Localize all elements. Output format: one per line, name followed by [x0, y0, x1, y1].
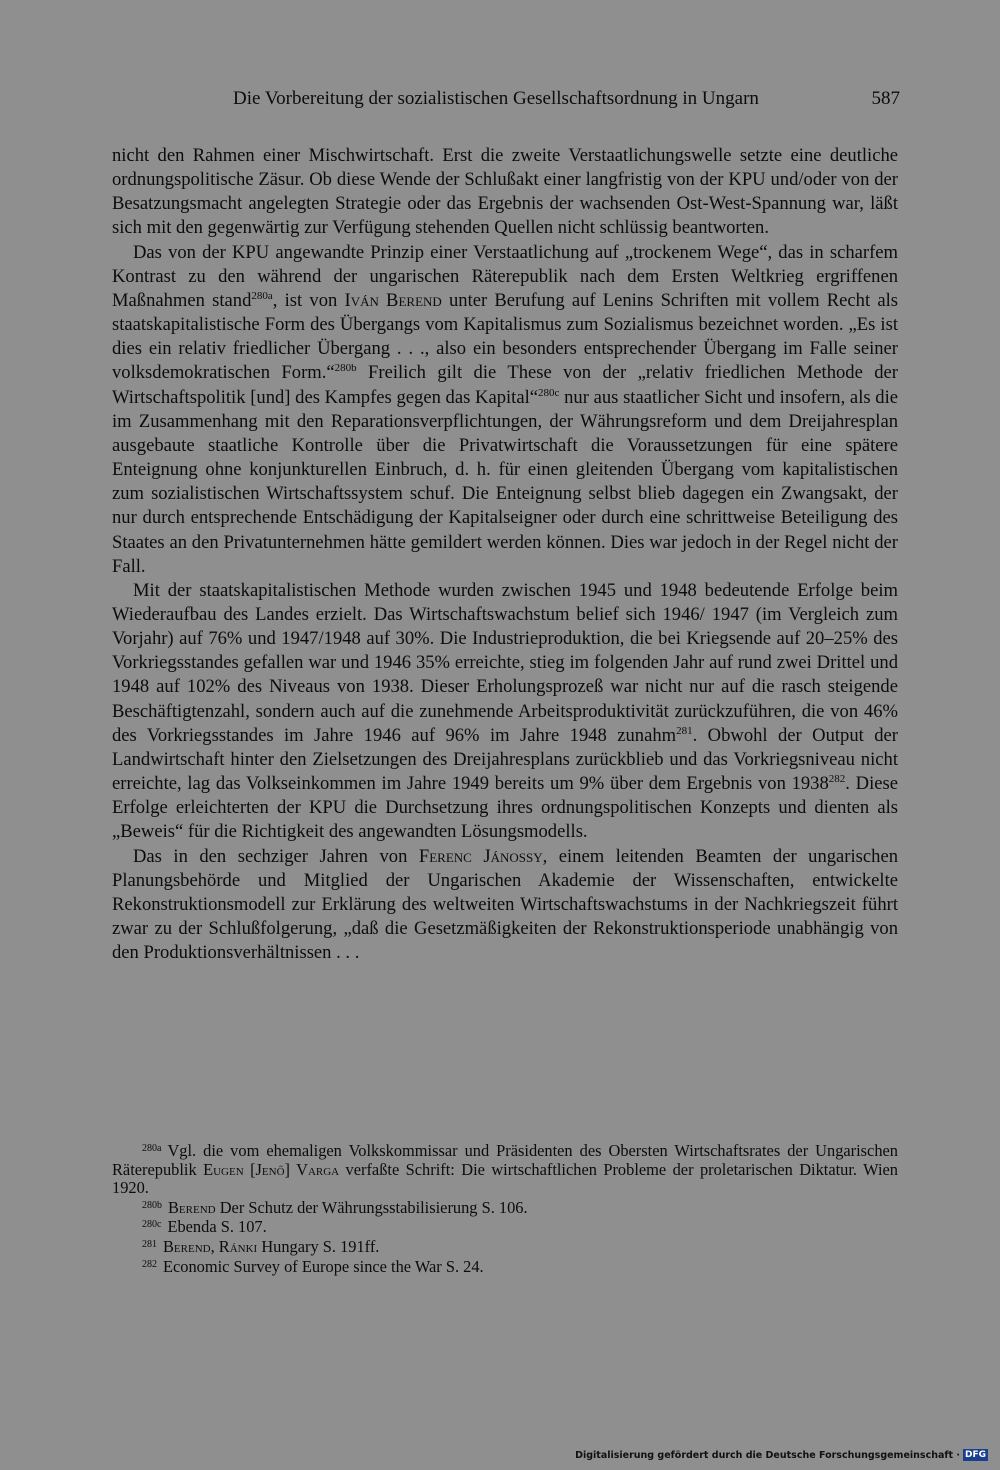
text-run: Das in den sechziger Jahren von: [133, 845, 419, 867]
author-name: Berend, Ránki: [163, 1236, 258, 1256]
running-title: Die Vorbereitung der sozialistischen Gesellschaftsordnung in Ungarn: [233, 88, 759, 109]
text-run: . Obwohl der Output der Landwirtschaft hinter den Zielsetzungen des Dreijahresplans zurückblieb und das Vorkriegsniveau nicht erreichte, lag das Volkseinkommen im Jahre 1949 bereits um 9% über dem Ergebnis von 1938: [112, 724, 898, 795]
author-name: Berend: [168, 1197, 216, 1217]
text-run: , ist von: [272, 289, 345, 311]
paragraph-4: [112, 845, 898, 966]
footnotes: [112, 1142, 898, 1277]
footnote-mark: 280a: [142, 1143, 162, 1154]
text-run: Hungary S. 191ff.: [257, 1236, 380, 1256]
text-run: unter Berufung auf Lenins Schriften mit vollem Recht als staatskapitalistische Form des Übergangs vom Kapitalismus zum Sozialismus bezeichnet worden. „Es ist dies ein relativ friedlicher Übergang . . ., also ein besonders entsprechender Übergang im Falle seiner volksdemokratischen Form.“: [112, 289, 898, 384]
author-name: Iván Berend: [344, 289, 442, 311]
footnote-ref-281: 281: [676, 724, 693, 737]
footnote-ref-280c: 280c: [538, 386, 560, 399]
footnote-mark: 282: [142, 1258, 157, 1270]
paragraph-1: nicht den Rahmen einer Mischwirtschaft. Erst die zweite Verstaatlichungswelle setzte eine deutliche ordnungspolitische Zäsur. Ob diese Wende der Schlußakt einer langfristig von der KPU und/oder von der Besatzungsmacht angelegten Strategie oder das Ergebnis der wachsenden Ost-West-Spannung war, läßt sich mit den gegenwärtig zur Verfügung stehenden Quellen nicht schlüssig beantworten.: [112, 145, 898, 239]
digitization-notice: [575, 1449, 988, 1461]
paragraph-3: [112, 579, 898, 845]
footnote-mark: 280b: [142, 1199, 162, 1211]
footnote-280a: [112, 1142, 898, 1198]
footnote-280b: [112, 1199, 898, 1218]
dfg-logo: DFG: [964, 1450, 986, 1460]
text-run: nur aus staatlicher Sicht und insofern, als die im Zusammenhang mit den Reparationsverpflichtungen, der Währungsreform und dem Dreijahresplan ausgebaute staatliche Kontrolle über die Privatwirtschaft die Voraussetzungen für eine spätere Enteignung ohne konjunkturellen Einbruch, d. h. für einen gleitenden Übergang vom kapitalistischen zum sozialistischen Wirtschaftssystem schuf. Die Enteignung selbst blieb dagegen ein Zwangsakt, der nur durch entsprechende Entschädigung der Kapitalseigner oder durch eine schrittweise Beteiligung des Staates an den Privatunternehmen hätte gemildert werden können. Dies war jedoch in der Regel nicht der Fall.: [112, 386, 898, 577]
footnote-ref-280a: 280a: [251, 289, 273, 302]
footnote-mark: 280c: [142, 1219, 162, 1231]
paragraph-2: [112, 241, 898, 579]
text-run: Das von der KPU angewandte Prinzip einer Verstaatlichung auf „trockenem Wege“, das in scharfem Kontrast zu den während der ungarischen Räterepublik nach dem Ersten Weltkrieg ergriffenen Maßnahmen stand: [112, 241, 898, 311]
footnote-ref-280b: 280b: [334, 362, 357, 375]
main-text: [112, 144, 898, 965]
text-run: , einem leitenden Beamten der ungarischen Planungsbehörde und Mitglied der Ungarischen Akademie der Wissenschaften, entwickelte Rekonstruktionsmodell zur Erklärung des weltweiten Wirtschaftswachstums in der Nachkriegszeit führt zwar zu der Schlußfolgerung, „daß die Gesetzmäßigkeiten der Rekonstruktionsperiode unabhängig von den Produktionsverhältnissen . . .: [112, 845, 899, 964]
footnote-281: [112, 1238, 898, 1257]
text-run: Economic Survey of Europe since the War S. 24.: [163, 1256, 484, 1276]
digitization-text: Digitalisierung gefördert durch die Deutsche Forschungsgemeinschaft ·: [575, 1449, 960, 1461]
text-run: . Diese Erfolge erleichterten der KPU die Durchsetzung ihres ordnungspolitischen Konzepts und dienten als „Beweis“ für die Richtigkeit des angewandten Lösungsmodells.: [112, 773, 898, 843]
footnote-mark: 281: [142, 1238, 157, 1250]
text-run: Freilich gilt die These von der „relativ friedlichen Methode der Wirtschaftspolitik [und] des Kampfes gegen das Kapital“: [112, 362, 898, 408]
footnote-282: [112, 1258, 898, 1277]
text-run: verfaßte Schrift: Die wirtschaftlichen Probleme der proletarischen Diktatur. Wien 1920.: [112, 1159, 898, 1198]
text-run: Ebenda S. 107.: [167, 1217, 267, 1237]
author-name: Eugen [Jenő] Varga: [203, 1159, 340, 1179]
text-run: Mit der staatskapitalistischen Methode wurden zwischen 1945 und 1948 bedeutende Erfolge beim Wiederaufbau des Landes erzielt. Das Wirtschaftswachstum belief sich 1946/ 1947 (im Vergleich zum Vorjahr) auf 76% und 1947/1948 auf 30%. Die Industrieproduktion, die bei Kriegsende auf 20–25% des Vorkriegsstandes gefallen war und 1946 35% erreichte, stieg im folgenden Jahr auf rund zwei Drittel und 1948 auf 102% des Niveaus von 1938. Dieser Erholungsprozeß war nicht nur auf die rasch steigende Beschäftigtenzahl, sondern auch auf die zunehmende Arbeitsproduktivität zurückzuführen, die von 46% des Vorkriegsstandes im Jahre 1946 auf 96% im Jahre 1948 zunahm: [112, 579, 898, 746]
page-number: 587: [871, 88, 900, 109]
author-name: Ferenc Jánossy: [418, 845, 543, 867]
text-run: Vgl. die vom ehemaligen Volkskommissar und Präsidenten des Obersten Wirtschaftsrates der Ungarischen Räterepublik: [112, 1141, 898, 1179]
text-run: Der Schutz der Währungsstabilisierung S. 106.: [215, 1197, 528, 1217]
footnote-280c: [112, 1218, 898, 1237]
footnote-ref-282: 282: [828, 773, 846, 786]
running-header: [233, 88, 900, 118]
